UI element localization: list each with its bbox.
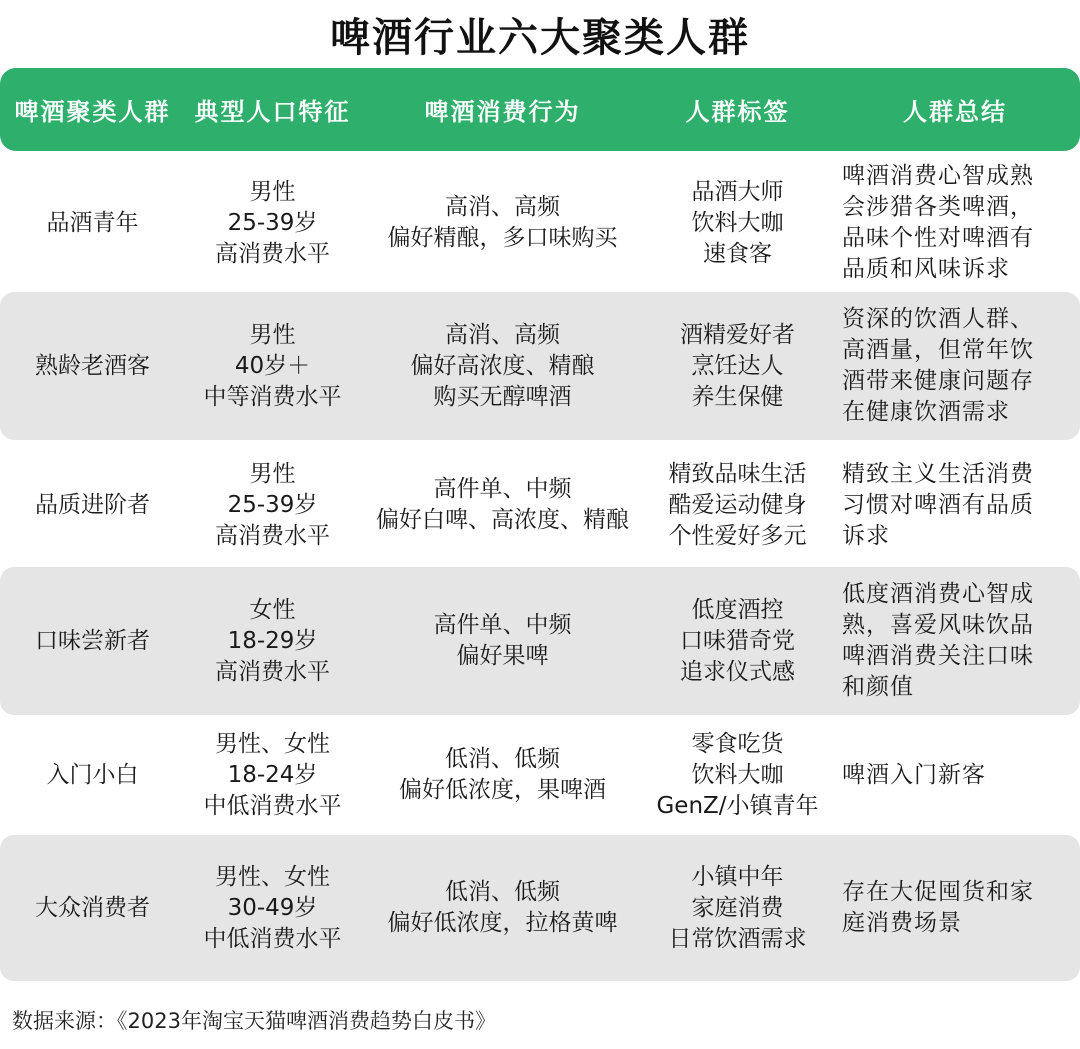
behavior-cell: 高消、高频 偏好高浓度、精酿 购买无醇啤酒 <box>410 321 595 410</box>
demographics-cell: 男性、女性 18-24岁 中低消费水平 <box>203 730 342 819</box>
page-title: 啤酒行业六大聚类人群 <box>330 15 750 61</box>
header-cell-behavior: 啤酒消费行为 <box>424 98 581 126</box>
summary-cell: 资深的饮酒人群、 高酒量，但常年饮 酒带来健康问题存 在健康饮酒需求 <box>842 306 1034 425</box>
demographics-cell: 男性、女性 30-49岁 中低消费水平 <box>203 863 342 952</box>
table-row <box>0 445 1080 565</box>
header-cell-group: 啤酒聚类人群 <box>14 98 171 126</box>
data-source-note: 数据来源：《2023年淘宝天猫啤酒消费趋势白皮书》 <box>12 1009 496 1033</box>
tags-cell: 低度酒控 口味猎奇党 追求仪式感 <box>680 596 795 685</box>
summary-cell: 啤酒消费心智成熟 会涉猎各类啤酒， 品味个性对啤酒有 品质和风味诉求 <box>842 163 1034 282</box>
behavior-cell: 高消、高频 偏好精酿，多口味购买 <box>387 194 618 251</box>
group-name: 品酒青年 <box>46 209 139 236</box>
tags-cell: 精致品味生活 酷爱运动健身 个性爱好多元 <box>668 460 807 549</box>
behavior-cell: 低消、低频 偏好低浓度，果啤酒 <box>399 746 606 803</box>
group-name: 品质进阶者 <box>35 491 150 518</box>
tags-cell: 酒精爱好者 烹饪达人 养生保健 <box>680 321 795 410</box>
header-cell-demographics: 典型人口特征 <box>194 98 351 126</box>
behavior-cell: 低消、低频 偏好低浓度，拉格黄啤 <box>387 879 618 936</box>
header-cell-tags: 人群标签 <box>685 98 790 126</box>
summary-cell: 啤酒入门新客 <box>842 761 986 788</box>
tags-cell: 品酒大师 饮料大咖 速食客 <box>691 178 784 267</box>
table-row <box>0 720 1080 830</box>
group-name: 熟龄老酒客 <box>35 352 150 379</box>
demographics-cell: 男性 25-39岁 高消费水平 <box>215 178 330 267</box>
demographics-cell: 男性 40岁＋ 中等消费水平 <box>203 321 342 410</box>
demographics-cell: 男性 25-39岁 高消费水平 <box>215 460 330 549</box>
summary-cell: 低度酒消费心智成 熟，喜爱风味饮品 啤酒消费关注口味 和颜值 <box>842 581 1034 700</box>
table-row <box>0 567 1080 715</box>
summary-cell: 精致主义生活消费 习惯对啤酒有品质 诉求 <box>842 460 1034 549</box>
group-name: 入门小白 <box>46 761 139 788</box>
table-row <box>0 292 1080 440</box>
demographics-cell: 女性 18-29岁 高消费水平 <box>215 596 330 685</box>
summary-cell: 存在大促囤货和家 庭消费场景 <box>842 879 1034 936</box>
table-row <box>0 835 1080 981</box>
tags-cell: 小镇中年 家庭消费 日常饮酒需求 <box>668 863 807 952</box>
table-header <box>0 68 1080 151</box>
table-row <box>0 155 1080 291</box>
tags-cell: 零食吃货 饮料大咖 GenZ/小镇青年 <box>656 730 819 819</box>
behavior-cell: 高件单、中频 偏好白啤、高浓度、精酿 <box>376 476 629 533</box>
behavior-cell: 高件单、中频 偏好果啤 <box>433 612 572 669</box>
header-cell-summary: 人群总结 <box>903 98 1007 126</box>
group-name: 口味尝新者 <box>35 627 150 654</box>
group-name: 大众消费者 <box>35 894 150 921</box>
